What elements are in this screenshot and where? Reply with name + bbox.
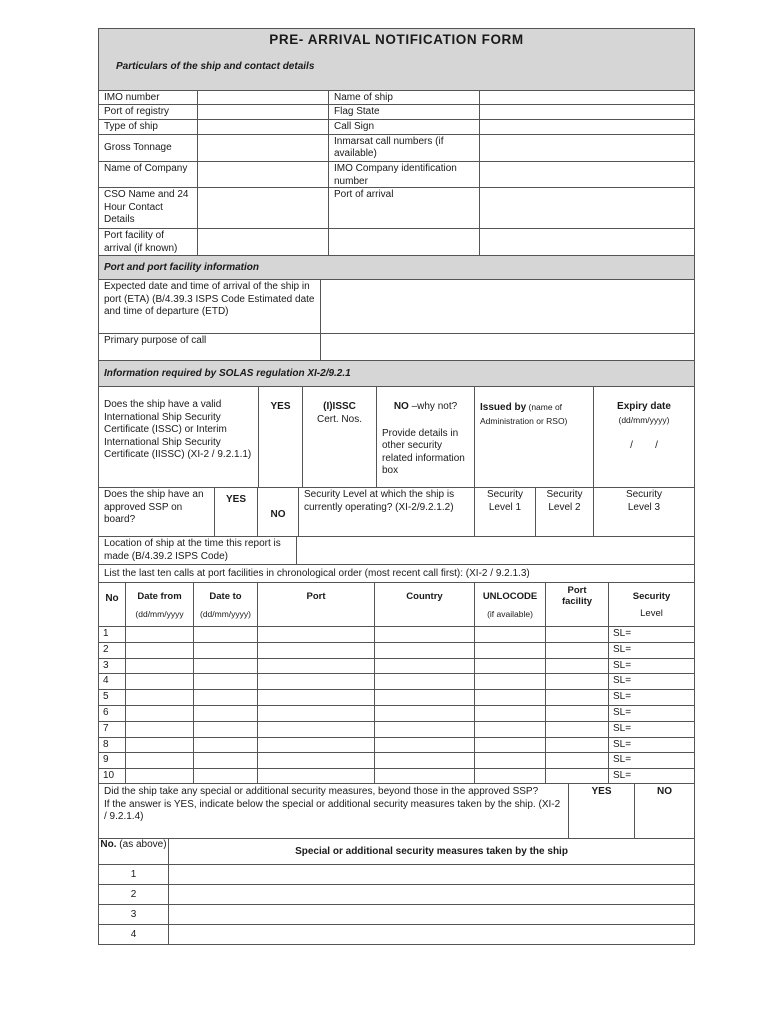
- country-field[interactable]: [374, 626, 475, 643]
- label-primary-purpose: Primary purpose of call: [98, 333, 321, 361]
- eta-etd-field[interactable]: [320, 279, 695, 334]
- security-level-field[interactable]: SL=: [608, 626, 695, 643]
- country-field[interactable]: [374, 737, 475, 753]
- date-to-field[interactable]: [193, 737, 258, 753]
- call-no: 10: [98, 768, 126, 785]
- no-details-instruction: Provide details in other security related information box: [382, 427, 465, 476]
- no-label: NO: [393, 401, 409, 412]
- section-heading-solas: [98, 360, 695, 387]
- section-heading-ship-particulars: Particulars of the ship and contact details: [116, 60, 315, 72]
- issc-yes-option[interactable]: YES: [258, 386, 303, 488]
- call-no: 9: [98, 752, 126, 769]
- country-field[interactable]: [374, 658, 475, 674]
- port-of-arrival-field[interactable]: [479, 187, 695, 229]
- date-to-field[interactable]: [193, 626, 258, 643]
- issc-cert-title: (I)ISSC: [323, 401, 356, 412]
- country-field[interactable]: [374, 752, 475, 769]
- port-facility-field[interactable]: [545, 721, 609, 738]
- date-from-field[interactable]: [125, 737, 194, 753]
- measure-no: 4: [98, 924, 169, 945]
- call-no: 6: [98, 705, 126, 722]
- label-special-measures-question: [98, 783, 569, 839]
- date-to-field[interactable]: [193, 705, 258, 722]
- security-level-2-option[interactable]: Security Level 2: [535, 487, 594, 537]
- port-facility-field[interactable]: [545, 673, 609, 690]
- ssp-no-option[interactable]: NO: [257, 487, 299, 537]
- unlocode-field[interactable]: [474, 689, 546, 706]
- blank-value-cell[interactable]: [479, 228, 695, 256]
- name-of-ship-field[interactable]: [479, 90, 695, 105]
- why-not-label: –why not?: [408, 401, 458, 412]
- measure-no: 3: [98, 904, 169, 925]
- port-facility-field[interactable]: [545, 737, 609, 753]
- label-flag-state: Flag State: [328, 104, 480, 120]
- col-header-no: No: [98, 582, 126, 627]
- date-from-field[interactable]: [125, 752, 194, 769]
- call-no: 7: [98, 721, 126, 738]
- unlocode-field[interactable]: [474, 626, 546, 643]
- date-from-field[interactable]: [125, 658, 194, 674]
- issued-by-label: Issued by: [480, 402, 527, 413]
- issued-by-field[interactable]: [474, 386, 594, 488]
- label-name-of-ship: Name of ship: [328, 90, 480, 105]
- date-from-field[interactable]: [125, 705, 194, 722]
- section-heading-port-facility: [98, 255, 695, 280]
- col-header-date-to-label: Date to: [209, 591, 242, 602]
- label-issc-question: Does the ship have a valid International Ship Security Certificate (ISSC) or Interim International Ship Security Certificate (IISSC) (XI-2 / 9.2.1.1): [98, 386, 259, 488]
- date-to-field[interactable]: [193, 642, 258, 659]
- special-measures-question-text: Did the ship take any special or additional security measures, beyond those in the approved SSP?: [104, 786, 539, 797]
- col-header-measure-no-bold: No.: [100, 839, 117, 850]
- col-header-measure-no-rest: (as above): [116, 839, 167, 850]
- label-ssp-question: Does the ship have an approved SSP on board?: [98, 487, 215, 537]
- unlocode-field[interactable]: [474, 658, 546, 674]
- date-from-field[interactable]: [125, 642, 194, 659]
- security-level-field[interactable]: SL=: [608, 768, 695, 785]
- measure-description-field[interactable]: [168, 884, 695, 905]
- date-from-field[interactable]: [125, 626, 194, 643]
- port-facility-field[interactable]: [545, 689, 609, 706]
- country-field[interactable]: [374, 642, 475, 659]
- country-field[interactable]: [374, 705, 475, 722]
- security-level-3-option[interactable]: Security Level 3: [593, 487, 695, 537]
- date-to-field[interactable]: [193, 658, 258, 674]
- imo-company-id-field[interactable]: [479, 161, 695, 188]
- call-no: 3: [98, 658, 126, 674]
- col-header-unlocode-sub: (if available): [487, 608, 533, 619]
- label-cso-contact: CSO Name and 24 Hour Contact Details: [98, 187, 198, 229]
- date-from-field[interactable]: [125, 673, 194, 690]
- inmarsat-call-numbers-field[interactable]: [479, 134, 695, 162]
- security-level-1-option[interactable]: Security Level 1: [474, 487, 536, 537]
- expiry-date-format: (dd/mm/yyyy): [618, 414, 670, 425]
- unlocode-field[interactable]: [474, 642, 546, 659]
- issc-cert-subtitle: Cert. Nos.: [316, 413, 362, 425]
- country-field[interactable]: [374, 721, 475, 738]
- port-field[interactable]: [257, 642, 375, 659]
- expiry-date-slashes: / /: [630, 440, 658, 451]
- col-header-level: Level: [640, 607, 663, 619]
- port-facility-field[interactable]: [545, 705, 609, 722]
- issc-no-reason-field[interactable]: [376, 386, 475, 488]
- pre-arrival-notification-form: [98, 28, 695, 945]
- measure-no: 2: [98, 884, 169, 905]
- title-band: [98, 28, 695, 91]
- port-field[interactable]: [257, 752, 375, 769]
- date-to-field[interactable]: [193, 752, 258, 769]
- call-no: 5: [98, 689, 126, 706]
- ssp-yes-option[interactable]: YES: [214, 487, 258, 537]
- security-level-field[interactable]: SL=: [608, 673, 695, 690]
- label-security-level-question: Security Level at which the ship is currently operating? (XI-2/9.2.1.2): [298, 487, 475, 537]
- label-eta-etd: Expected date and time of arrival of the ship in port (ETA) (B/4.39.3 ISPS Code Estimated date and time of departure (ETD): [98, 279, 321, 334]
- measure-description-field[interactable]: [168, 864, 695, 885]
- col-header-date-to: [193, 582, 258, 627]
- name-of-company-field[interactable]: [197, 161, 329, 188]
- expiry-date-label: Expiry date: [617, 401, 671, 412]
- label-ship-location: Location of ship at the time this report is made (B/4.39.2 ISPS Code): [98, 536, 297, 565]
- security-level-field[interactable]: SL=: [608, 721, 695, 738]
- call-no: 4: [98, 673, 126, 690]
- blank-label-cell: [328, 228, 480, 256]
- col-header-measures: Special or additional security measures taken by the ship: [168, 838, 695, 865]
- unlocode-field[interactable]: [474, 721, 546, 738]
- type-of-ship-field[interactable]: [197, 119, 329, 135]
- col-header-measure-no: [98, 838, 169, 865]
- form-title: PRE- ARRIVAL NOTIFICATION FORM: [269, 32, 524, 47]
- security-level-field[interactable]: SL=: [608, 752, 695, 769]
- port-facility-field[interactable]: [545, 752, 609, 769]
- call-no: 8: [98, 737, 126, 753]
- port-field[interactable]: [257, 721, 375, 738]
- label-name-of-company: Name of Company: [98, 161, 198, 188]
- cso-contact-field[interactable]: [197, 187, 329, 229]
- port-field[interactable]: [257, 626, 375, 643]
- col-header-security-level: [608, 582, 695, 627]
- port-field[interactable]: [257, 737, 375, 753]
- primary-purpose-field[interactable]: [320, 333, 695, 361]
- security-level-field[interactable]: SL=: [608, 689, 695, 706]
- label-type-of-ship: Type of ship: [98, 119, 198, 135]
- measure-no: 1: [98, 864, 169, 885]
- special-measures-yes-option[interactable]: YES: [568, 783, 635, 839]
- port-field[interactable]: [257, 658, 375, 674]
- date-to-field[interactable]: [193, 673, 258, 690]
- label-port-facility-of-arrival: Port facility of arrival (if known): [98, 228, 198, 256]
- port-field[interactable]: [257, 705, 375, 722]
- label-port-of-arrival: Port of arrival: [328, 187, 480, 229]
- port-facility-field[interactable]: [545, 658, 609, 674]
- security-level-field[interactable]: SL=: [608, 737, 695, 753]
- label-call-sign: Call Sign: [328, 119, 480, 135]
- port-of-registry-field[interactable]: [197, 104, 329, 120]
- label-last-ten-calls: List the last ten calls at port facilities in chronological order (most recent call first): (XI-2 / 9.2.1.3): [98, 564, 695, 583]
- col-header-unlocode: [474, 582, 546, 627]
- measure-description-field[interactable]: [168, 904, 695, 925]
- issc-cert-nos-field[interactable]: [302, 386, 377, 488]
- col-header-security: Security: [632, 591, 671, 602]
- col-header-unlocode-label: UNLOCODE: [482, 591, 538, 602]
- col-header-date-from-format: (dd/mm/yyyy: [135, 608, 184, 619]
- section-heading-port-facility-text: Port and port facility information: [104, 262, 260, 273]
- col-header-date-from: [125, 582, 194, 627]
- label-imo-company-id: IMO Company identification number: [328, 161, 480, 188]
- issued-by-sublabel: (name of Administration or RSO): [480, 402, 568, 426]
- label-imo-number: IMO number: [98, 90, 198, 105]
- flag-state-field[interactable]: [479, 104, 695, 120]
- date-from-field[interactable]: [125, 721, 194, 738]
- call-sign-field[interactable]: [479, 119, 695, 135]
- security-level-field[interactable]: SL=: [608, 705, 695, 722]
- col-header-country: Country: [374, 582, 475, 627]
- call-no: 2: [98, 642, 126, 659]
- security-level-field[interactable]: SL=: [608, 642, 695, 659]
- date-from-field[interactable]: [125, 689, 194, 706]
- country-field[interactable]: [374, 673, 475, 690]
- country-field[interactable]: [374, 689, 475, 706]
- unlocode-field[interactable]: [474, 752, 546, 769]
- col-header-port: Port: [257, 582, 375, 627]
- label-inmarsat-call-numbers: Inmarsat call numbers (if available): [328, 134, 480, 162]
- port-field[interactable]: [257, 673, 375, 690]
- col-header-port-facility: Port facility: [545, 582, 609, 627]
- ship-location-field[interactable]: [296, 536, 695, 565]
- port-facility-field[interactable]: [545, 642, 609, 659]
- unlocode-field[interactable]: [474, 673, 546, 690]
- port-facility-field[interactable]: [545, 626, 609, 643]
- label-port-of-registry: Port of registry: [98, 104, 198, 120]
- call-no: 1: [98, 626, 126, 643]
- col-header-date-from-label: Date from: [137, 591, 182, 602]
- label-gross-tonnage: Gross Tonnage: [98, 134, 198, 162]
- date-to-field[interactable]: [193, 721, 258, 738]
- measure-description-field[interactable]: [168, 924, 695, 945]
- col-header-date-to-format: (dd/mm/yyyy): [200, 608, 251, 619]
- unlocode-field[interactable]: [474, 705, 546, 722]
- port-field[interactable]: [257, 689, 375, 706]
- section-heading-solas-text: Information required by SOLAS regulation XI-2/9.2.1: [104, 368, 351, 379]
- expiry-date-field[interactable]: [593, 386, 695, 488]
- unlocode-field[interactable]: [474, 737, 546, 753]
- security-level-field[interactable]: SL=: [608, 658, 695, 674]
- imo-number-field[interactable]: [197, 90, 329, 105]
- gross-tonnage-field[interactable]: [197, 134, 329, 162]
- date-to-field[interactable]: [193, 689, 258, 706]
- port-facility-of-arrival-field[interactable]: [197, 228, 329, 256]
- special-measures-instruction: If the answer is YES, indicate below the special or additional security measures taken by the ship. (XI-2 / 9.2.1.4): [104, 798, 561, 822]
- special-measures-no-option[interactable]: NO: [634, 783, 695, 839]
